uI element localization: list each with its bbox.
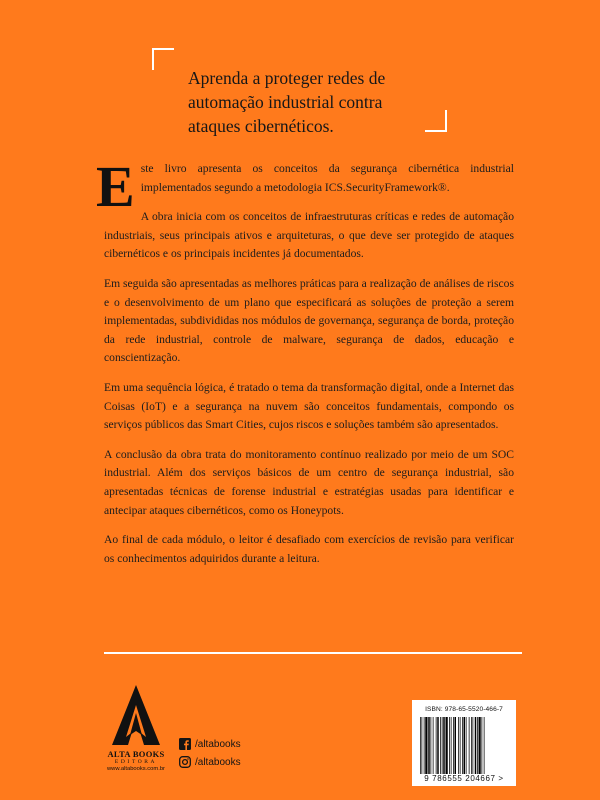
barcode-bar [482, 717, 483, 775]
facebook-handle: /altabooks [195, 738, 241, 750]
barcode-bar [451, 717, 452, 775]
barcode-bar [440, 717, 441, 775]
social-links [179, 736, 241, 772]
paragraph: Ao final de cada módulo, o leitor é desafiado com exercícios de revisão para verificar os conhecimentos adquiridos durante a leitura. [104, 533, 514, 565]
barcode-bars [420, 717, 508, 775]
barcode-bar [484, 717, 485, 775]
facebook-link[interactable] [179, 736, 241, 752]
paragraph-intro-text: ste livro apresenta os conceitos da segurança cibernética industrial implementados segundo a metodologia ICS.SecurityFramework®. [140, 162, 514, 194]
publisher-subtitle: EDITORA [114, 759, 158, 765]
isbn-number: ISBN: 978-65-5520-466-7 [425, 706, 503, 713]
facebook-icon [179, 738, 191, 750]
barcode-bar [425, 717, 427, 775]
paragraph: A obra inicia com os conceitos de infraestruturas críticas e redes de automação industriais, seus principais ativos e arquiteturas, o que deve ser protegido de ataques cibernéticos e os principais incidentes já documentados. [104, 210, 514, 261]
barcode-bar [460, 717, 461, 775]
back-cover-description [96, 154, 514, 579]
barcode-bar [424, 717, 425, 775]
barcode-bar [475, 717, 477, 775]
barcode-bar [469, 717, 470, 775]
tagline-frame [152, 48, 447, 136]
dropcap-letter: E [96, 154, 135, 219]
tagline-text: Aprenda a proteger redes de automação industrial contra ataques cibernéticos. [188, 68, 386, 136]
barcode-bar [458, 717, 459, 775]
barcode-bar [466, 717, 467, 775]
barcode-bar [437, 717, 439, 775]
barcode-bar [422, 717, 423, 775]
isbn-barcode [412, 700, 516, 786]
barcode-bar [433, 717, 434, 775]
barcode-bar [453, 717, 454, 775]
barcode-bar [428, 717, 430, 775]
divider-line [104, 652, 522, 654]
publisher-url[interactable]: www.altabooks.com.br [107, 766, 165, 772]
barcode-bar [446, 717, 448, 775]
barcode-bar [462, 717, 463, 775]
barcode-bar [473, 717, 474, 775]
barcode-bar [477, 717, 478, 775]
barcode-bar [436, 717, 437, 775]
barcode-bar [431, 717, 432, 775]
publisher-name: ALTA BOOKS [107, 749, 165, 759]
barcode-bar [471, 717, 472, 775]
barcode-bar [455, 717, 457, 775]
instagram-link[interactable] [179, 754, 241, 770]
barcode-bar [443, 717, 445, 775]
barcode-digits: 9 786555 204667 > [412, 774, 516, 784]
instagram-icon [179, 756, 191, 768]
barcode-bar [464, 717, 466, 775]
barcode-bar [449, 717, 450, 775]
paragraph: Em uma sequência lógica, é tratado o tema da transformação digital, onde a Internet das Coisas (IoT) e a segurança na nuvem são conceitos fundamentais, compondo os serviços públicos das Smart Cities, cujos riscos e soluções também são apresentados. [104, 380, 514, 432]
paragraph: Em seguida são apresentadas as melhores práticas para a realização de análises de riscos e o desenvolvimento de um plano que especificará as soluções de proteção a serem implementadas, subdivididas nos módulos de governança, segurança de borda, proteção da rede industrial, controle de malware, segurança de dados, educação e conscientização. [104, 276, 514, 365]
barcode-bar [442, 717, 443, 775]
barcode-bar [479, 717, 481, 775]
frame-corner-top-left [152, 48, 174, 70]
paragraph-intro [96, 154, 514, 219]
mountain-a-logo-icon [106, 685, 166, 747]
barcode-bar [420, 717, 421, 775]
publisher-logo[interactable] [96, 685, 176, 785]
instagram-handle: /altabooks [195, 756, 241, 768]
paragraph: A conclusão da obra trata do monitoramento contínuo realizado por meio de um SOC industrial. Além dos serviços básicos de um centro de segurança industrial, são apresentadas técnicas de forense industrial e estratégias usadas para identificar e antecipar ataques cibernéticos, como os Honeypots. [104, 447, 514, 517]
